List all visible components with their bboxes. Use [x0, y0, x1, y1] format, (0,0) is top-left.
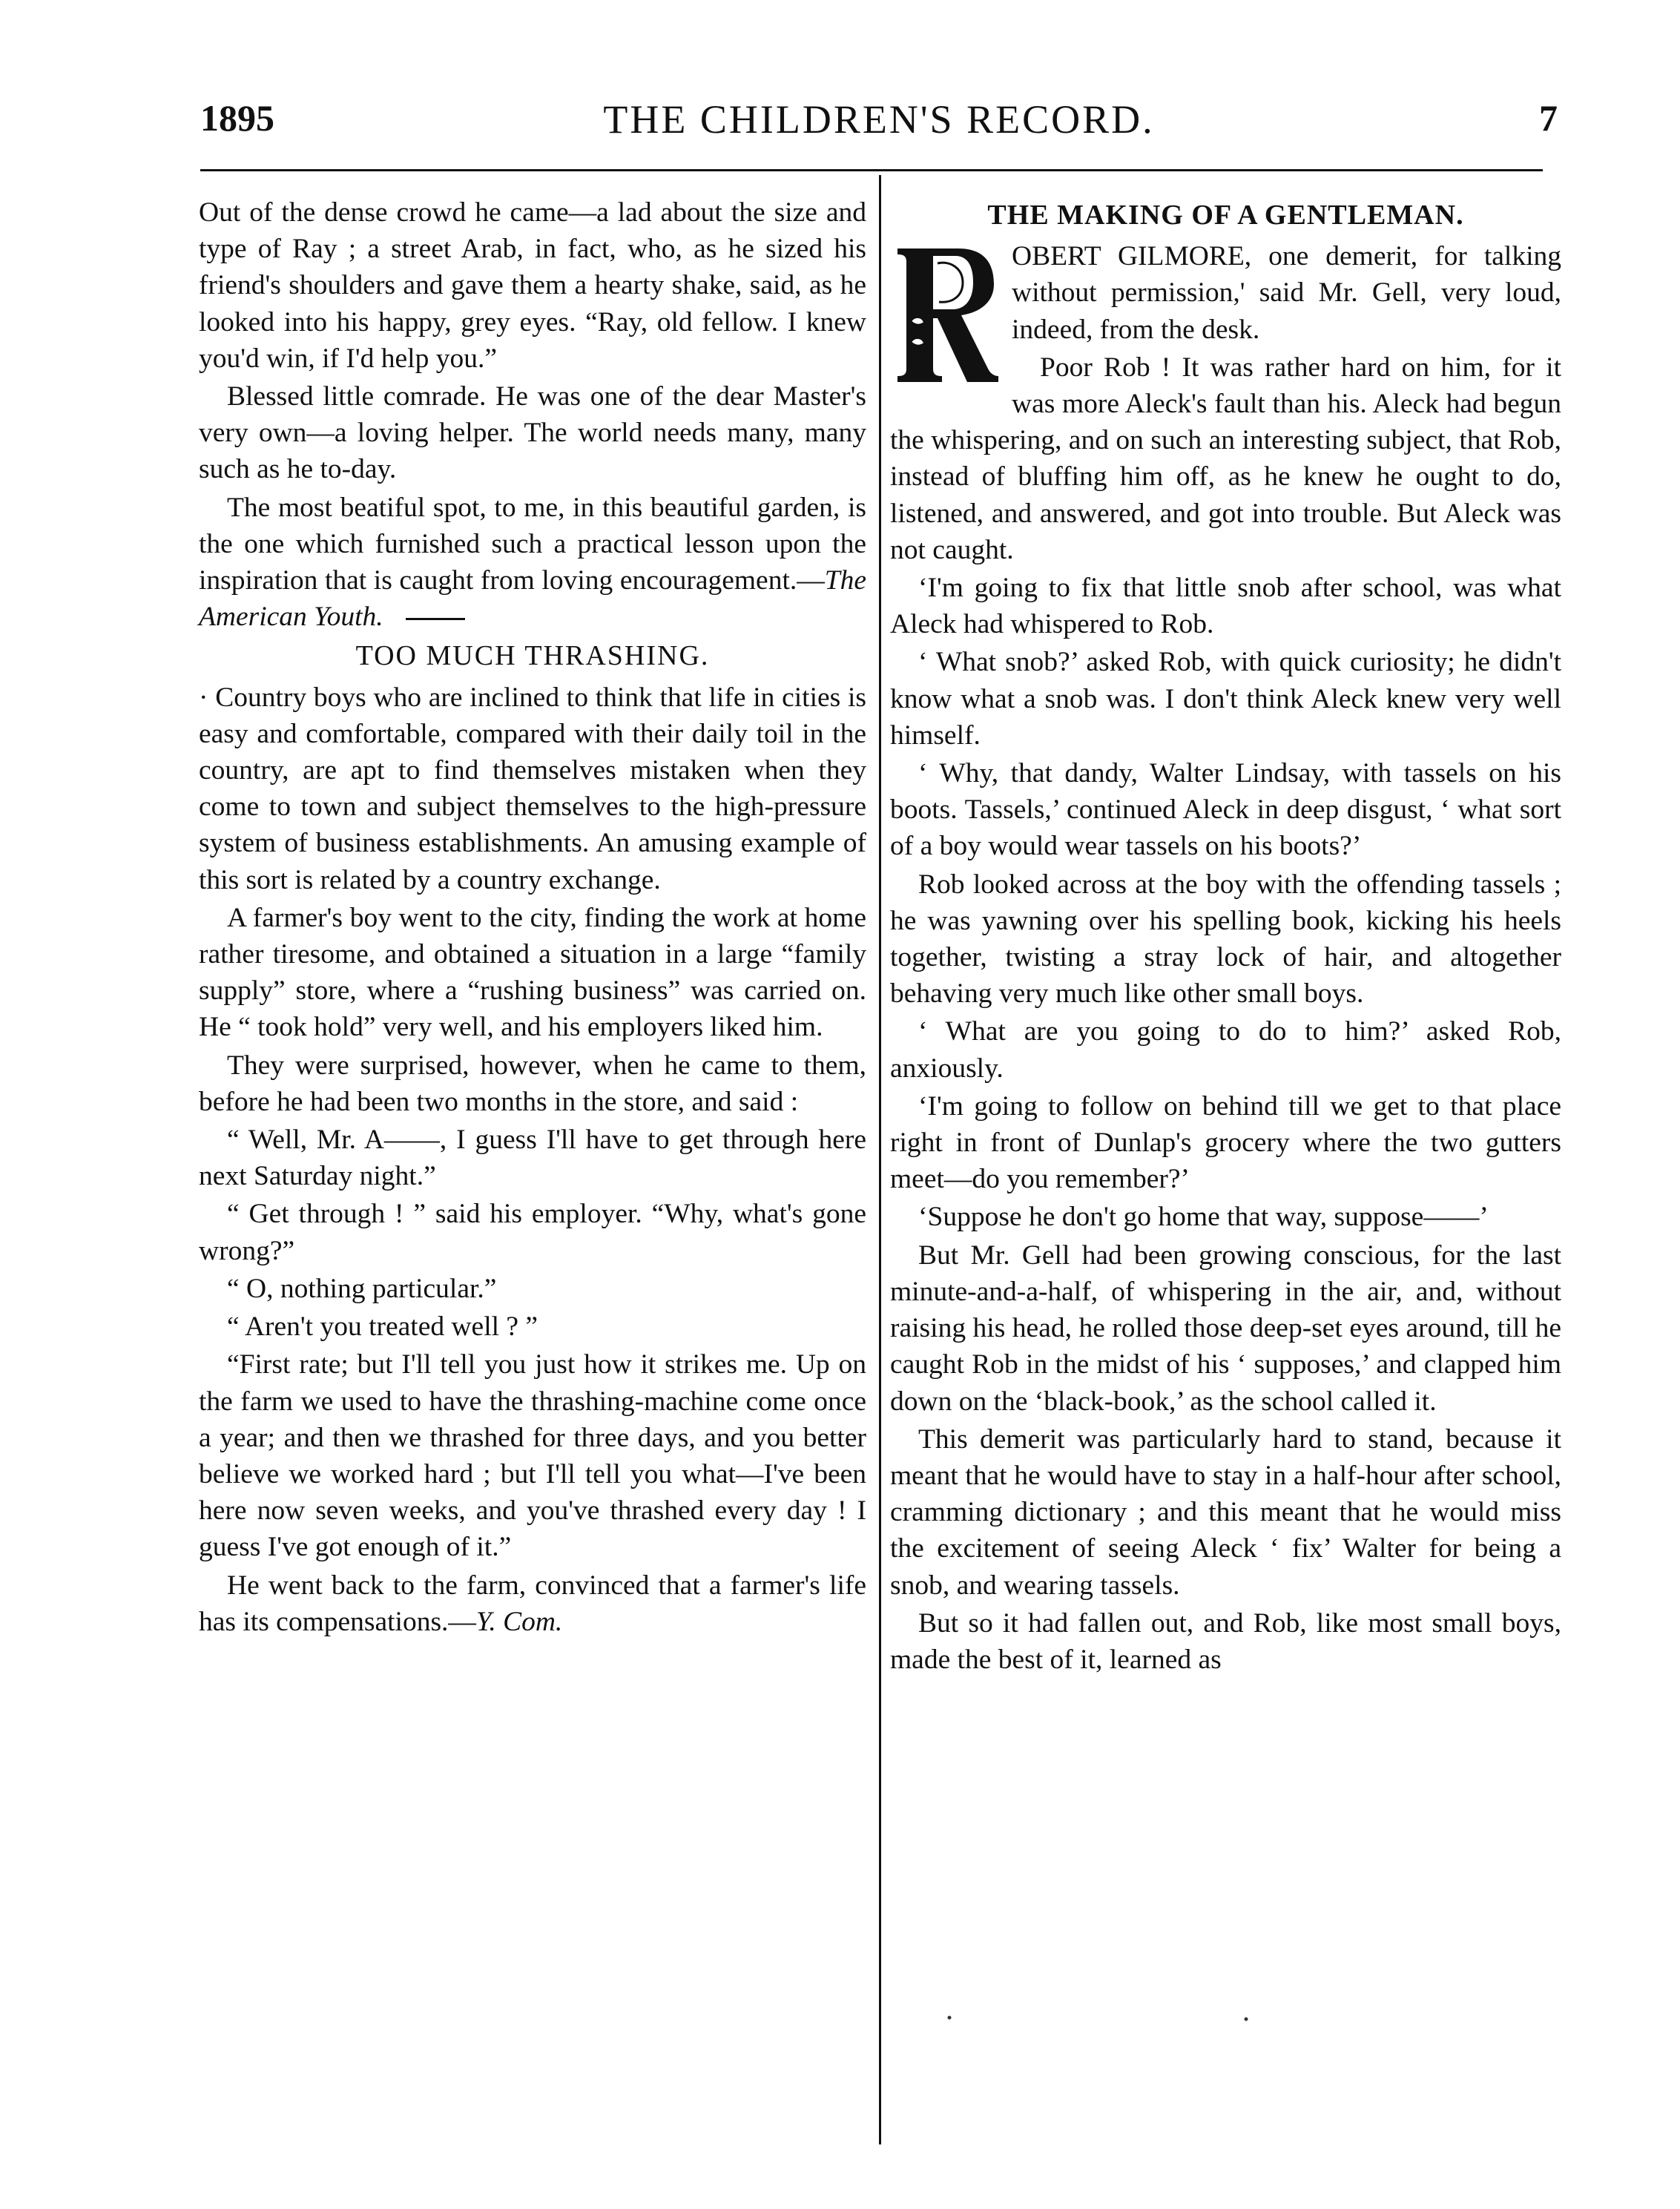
paragraph-text: The most beatiful spot, to me, in this beautiful garden, is the one which furnished such a practical lesson upon the inspiration that is caught from loving encouragement.—	[199, 492, 866, 596]
paragraph: · Country boys who are inclined to think that life in cities is easy and comfortable, compared with their daily toil in the country, are apt to find themselves mistaken when they come to town and subject themselves to the high-pressure system of business establishments. An amusing example of this sort is related by a country exchange.	[199, 682, 866, 895]
header-rule	[200, 169, 1543, 171]
drop-cap-r-icon	[890, 238, 1001, 386]
section-divider	[406, 618, 465, 620]
article-heading: TOO MUCH THRASHING.	[355, 640, 710, 672]
paragraph: This demerit was particularly hard to stand, because it meant that he would have to stay in a half-hour after school, cramming dictionary ; and this meant that he would miss the excitement of seeing Aleck ‘ fix’ Walter for being a snob, and wearing tassels.	[890, 1423, 1561, 1601]
publication-title: THE CHILDREN'S RECORD.	[603, 97, 1155, 142]
paragraph-text: He went back to the farm, convinced that a farmer's life has its compensations.—	[199, 1570, 866, 1637]
issue-year: 1895	[200, 97, 274, 139]
paragraph: A farmer's boy went to the city, finding the work at home rather tiresome, and obtained a situation in a large “family supply” store, where a “rushing business” was carried on. He “ took hold” very well, and his employers liked him.	[199, 902, 866, 1043]
paragraph: Out of the dense crowd he came—a lad about the size and type of Ray ; a street Arab, in fact, who, as he sized his friend's shoulders and gave them a hearty shake, said, as he looked into his happy, grey eyes. “Ray, old fellow. I knew you'd win, if I'd help you.”	[199, 197, 866, 374]
paragraph: “First rate; but I'll tell you just how it strikes me. Up on the farm we used to have the thrashing-machine come once a year; and then we thrashed for three days, and you better believe we worked hard ; but I'll tell you what—I've been here now seven weeks, and you've thrashed every day ! I guess I've got enough of it.”	[199, 1349, 866, 1563]
opening-paragraph	[890, 238, 1561, 348]
paragraph: OBERT GILMORE, one demerit, for talking without permission,' said Mr. Gell, very loud, indeed, from the desk.	[1012, 241, 1561, 345]
ornate-drop-cap	[890, 238, 1001, 386]
print-specks	[927, 2010, 1298, 2025]
paragraph: Blessed little comrade. He was one of the dear Master's very own—a loving helper. The world needs many, many such as he to-day.	[199, 381, 866, 485]
column-divider	[879, 175, 881, 2144]
paragraph: ‘Suppose he don't go home that way, suppose——’	[918, 1202, 1489, 1233]
paragraph: “ Well, Mr. A——, I guess I'll have to get through here next Saturday night.”	[199, 1125, 866, 1192]
paragraph: ‘ What are you going to do to him?’ asked Rob, anxiously.	[890, 1016, 1561, 1084]
paragraph: Poor Rob ! It was rather hard on him, for it was more Aleck's fault than his. Aleck had begun the whispering, and on such an interesting subject, that Rob, instead of bluffing him off, as he knew he ought to do, listened, and answered, and got into trouble. But Aleck was not caught.	[890, 352, 1561, 565]
paragraph: But so it had fallen out, and Rob, like most small boys, made the best of it, learned as	[890, 1607, 1561, 1675]
right-column	[890, 194, 1561, 1679]
paragraph	[199, 1567, 866, 1640]
page-header	[200, 96, 1558, 148]
paragraph: ‘ Why, that dandy, Walter Lindsay, with tassels on his boots. Tassels,’ continued Aleck in deep disgust, ‘ what sort of a boy would wear tassels on his boots?’	[890, 758, 1561, 862]
paragraph: ‘I'm going to fix that little snob after school, was what Aleck had whispered to Rob.	[890, 573, 1561, 640]
paragraph: ‘I'm going to follow on behind till we get to that place right in front of Dunlap's grocery where the two gutters meet—do you remember?’	[890, 1090, 1561, 1195]
paragraph: They were surprised, however, when he came to them, before he had been two months in the store, and said :	[199, 1050, 866, 1117]
article-heading: THE MAKING OF A GENTLEMAN.	[987, 200, 1464, 231]
paragraph: “ Get through ! ” said his employer. “Why, what's gone wrong?”	[199, 1199, 866, 1266]
page-number: 7	[1539, 97, 1558, 139]
left-column	[199, 194, 866, 1642]
paragraph: Rob looked across at the boy with the offending tassels ; he was yawning over his spelling book, kicking his heels together, twisting a stray lock of hair, and altogether behaving very much like other small boys.	[890, 869, 1561, 1010]
paragraph: ‘ What snob?’ asked Rob, with quick curiosity; he didn't know what a snob was. I don't think Aleck knew very well himself.	[890, 647, 1561, 751]
source-credit: The American Youth.	[199, 565, 866, 633]
paragraph: “ O, nothing particular.”	[227, 1273, 497, 1304]
paragraph: But Mr. Gell had been growing conscious, for the last minute-and-a-half, of whispering in the air, and, without raising his head, he rolled those deep-set eyes around, till he caught Rob in the midst of his ‘ supposes,’ and clapped him down on the ‘black-book,’ as the school called it.	[890, 1240, 1561, 1417]
source-credit: Y. Com.	[475, 1606, 563, 1637]
paragraph	[199, 490, 866, 636]
paragraph: “ Aren't you treated well ? ”	[227, 1311, 538, 1343]
